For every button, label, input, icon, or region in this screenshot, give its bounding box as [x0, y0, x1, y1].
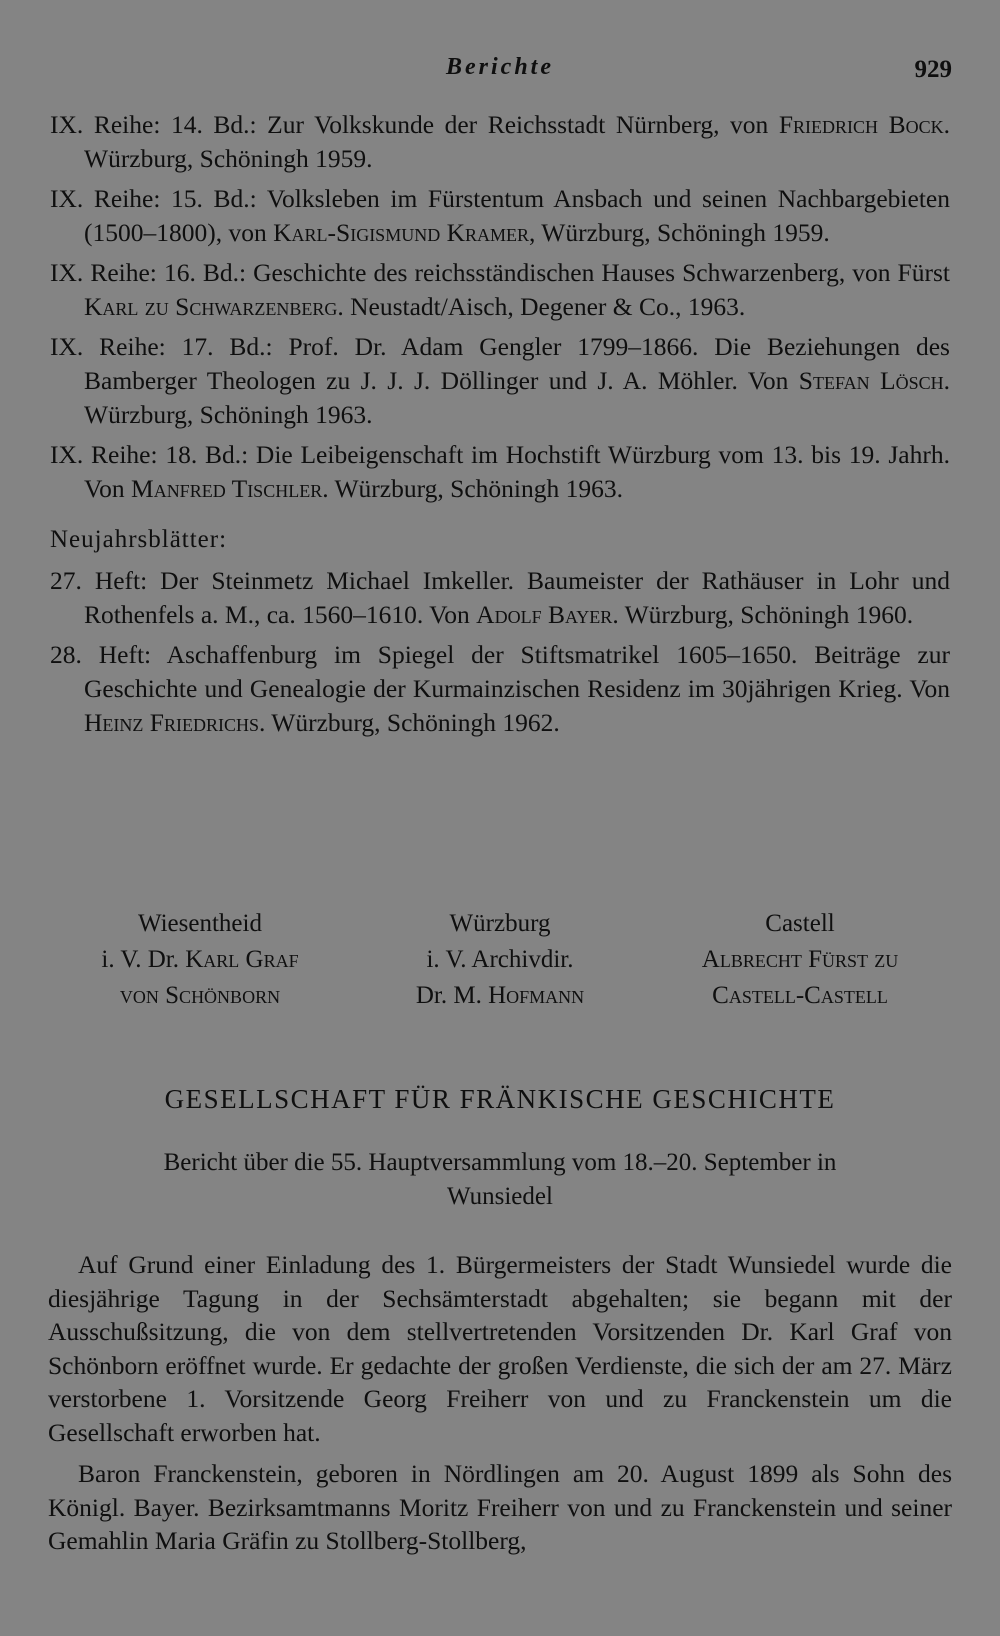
- entry-label: IX. Reihe: 17. Bd.:: [50, 332, 273, 361]
- signature-name: Hofmann: [488, 982, 585, 1009]
- neujahrsblatt-entry: [50, 638, 950, 740]
- neujahrsblaetter-heading: Neujahrsblätter:: [50, 526, 228, 553]
- entry-label: 28. Heft:: [50, 640, 152, 669]
- neujahrsblatt-entry: [50, 564, 950, 632]
- entry-author: Karl zu Schwarzenberg: [84, 292, 338, 321]
- entry-title: Volksleben im Fürstentum Ansbach und seinen Nachbargebieten (1500–1800), von: [84, 184, 950, 247]
- report-body: [48, 1248, 952, 1566]
- entry-publisher: . Würzburg, Schöningh 1963.: [84, 366, 950, 429]
- publication-entry: [50, 438, 950, 506]
- signature-line: Castell-Castell: [712, 982, 888, 1009]
- entry-label: IX. Reihe: 16. Bd.:: [50, 258, 247, 287]
- society-heading: GESELLSCHAFT FÜR FRÄNKISCHE GESCHICHTE: [164, 1084, 836, 1114]
- body-paragraph: Auf Grund einer Einladung des 1. Bürgermeisters der Stadt Wunsiedel wurde die diesjährige Tagung in der Sechsämterstadt abgehalten; sie begann mit der Ausschußsitzung, die von dem stellvertretenden Vorsitzenden Dr. Karl Graf von Schönborn eröffnet wurde. Er gedachte der großen Verdienste, die sich der am 27. März verstorbene 1. Vorsitzende Georg Freiherr von und zu Franckenstein um die Gesellschaft erworben hat.: [48, 1250, 952, 1447]
- entry-title: Die Leibeigenschaft im Hochstift Würzburg vom 13. bis 19. Jahrh. Von: [84, 440, 950, 503]
- entry-publisher: . Würzburg, Schöningh 1963.: [322, 474, 623, 503]
- signature-wiesentheid: [50, 906, 350, 1014]
- entry-label: IX. Reihe: 15. Bd.:: [50, 184, 257, 213]
- signature-line: von Schönborn: [119, 982, 281, 1009]
- entry-author: Friedrich Bock: [778, 110, 944, 139]
- signature-place: Wiesentheid: [138, 910, 262, 937]
- entry-publisher: . Würzburg, Schöningh 1959.: [84, 110, 950, 173]
- signature-line: i. V. Dr. Karl Graf: [101, 946, 299, 973]
- running-title: Berichte: [446, 54, 554, 80]
- signature-name: Karl Graf: [185, 946, 299, 973]
- entry-publisher: . Würzburg, Schöningh 1962.: [258, 708, 560, 737]
- entry-title: Der Steinmetz Michael Imkeller. Baumeister der Rathäuser in Lohr und Rothenfels a. M., ca. 1560–1610. Von: [84, 566, 950, 629]
- page-header: [0, 52, 1000, 92]
- publication-entry: [50, 256, 950, 324]
- page-number: 929: [914, 56, 952, 83]
- entry-title: Aschaffenburg im Spiegel der Stiftsmatrikel 1605–1650. Beiträge zur Geschichte und Genealogie der Kurmainzischen Residenz im 30jährigen Krieg. Von: [84, 640, 950, 703]
- entry-title: Zur Volkskunde der Reichsstadt Nürnberg, von: [256, 110, 779, 139]
- entry-label: 27. Heft:: [50, 566, 148, 595]
- publication-entry: [50, 182, 950, 250]
- body-paragraph: Baron Franckenstein, geboren in Nördlingen am 20. August 1899 als Sohn des Königl. Bayer. Bezirksamtmanns Moritz Freiherr von und zu Franckenstein und seiner Gemahlin Maria Gräfin zu Stollberg-Stollberg,: [48, 1459, 952, 1555]
- entry-author: Manfred Tischler: [131, 474, 323, 503]
- signature-name: Albrecht Fürst zu: [701, 946, 899, 973]
- signature-place: Würzburg: [449, 910, 551, 937]
- entry-label: IX. Reihe: 18. Bd.:: [50, 440, 249, 469]
- entry-author: Heinz Friedrichs: [84, 708, 259, 737]
- signature-line: Dr. M. Hofmann: [415, 982, 585, 1009]
- signature-castell: [650, 906, 950, 1014]
- signature-place: Castell: [765, 910, 835, 937]
- publication-entry: [50, 108, 950, 176]
- publication-list: [50, 108, 950, 746]
- entry-author: Karl-Sigismund Kramer: [273, 218, 529, 247]
- entry-title: Prof. Dr. Adam Gengler 1799–1866. Die Beziehungen des Bamberger Theologen zu J. J. J. Döllinger und J. A. Möhler. Von: [84, 332, 950, 395]
- signature-line: i. V. Archivdir.: [426, 946, 574, 973]
- report-subtitle: Bericht über die 55. Hauptversammlung vom 18.–20. September in Wunsiedel: [163, 1149, 837, 1210]
- entry-title: Geschichte des reichsständischen Hauses Schwarzenberg, von Fürst: [246, 258, 950, 287]
- entry-author: Adolf Bayer: [476, 600, 613, 629]
- signature-wuerzburg: [350, 906, 650, 1014]
- entry-publisher: . Neustadt/Aisch, Degener & Co., 1963.: [337, 292, 746, 321]
- entry-publisher: . Würzburg, Schöningh 1960.: [612, 600, 914, 629]
- entry-label: IX. Reihe: 14. Bd.:: [50, 110, 257, 139]
- entry-author: Stefan Lösch: [798, 366, 944, 395]
- entry-publisher: , Würzburg, Schöningh 1959.: [529, 218, 830, 247]
- publication-entry: [50, 330, 950, 432]
- signature-block: [50, 906, 950, 1014]
